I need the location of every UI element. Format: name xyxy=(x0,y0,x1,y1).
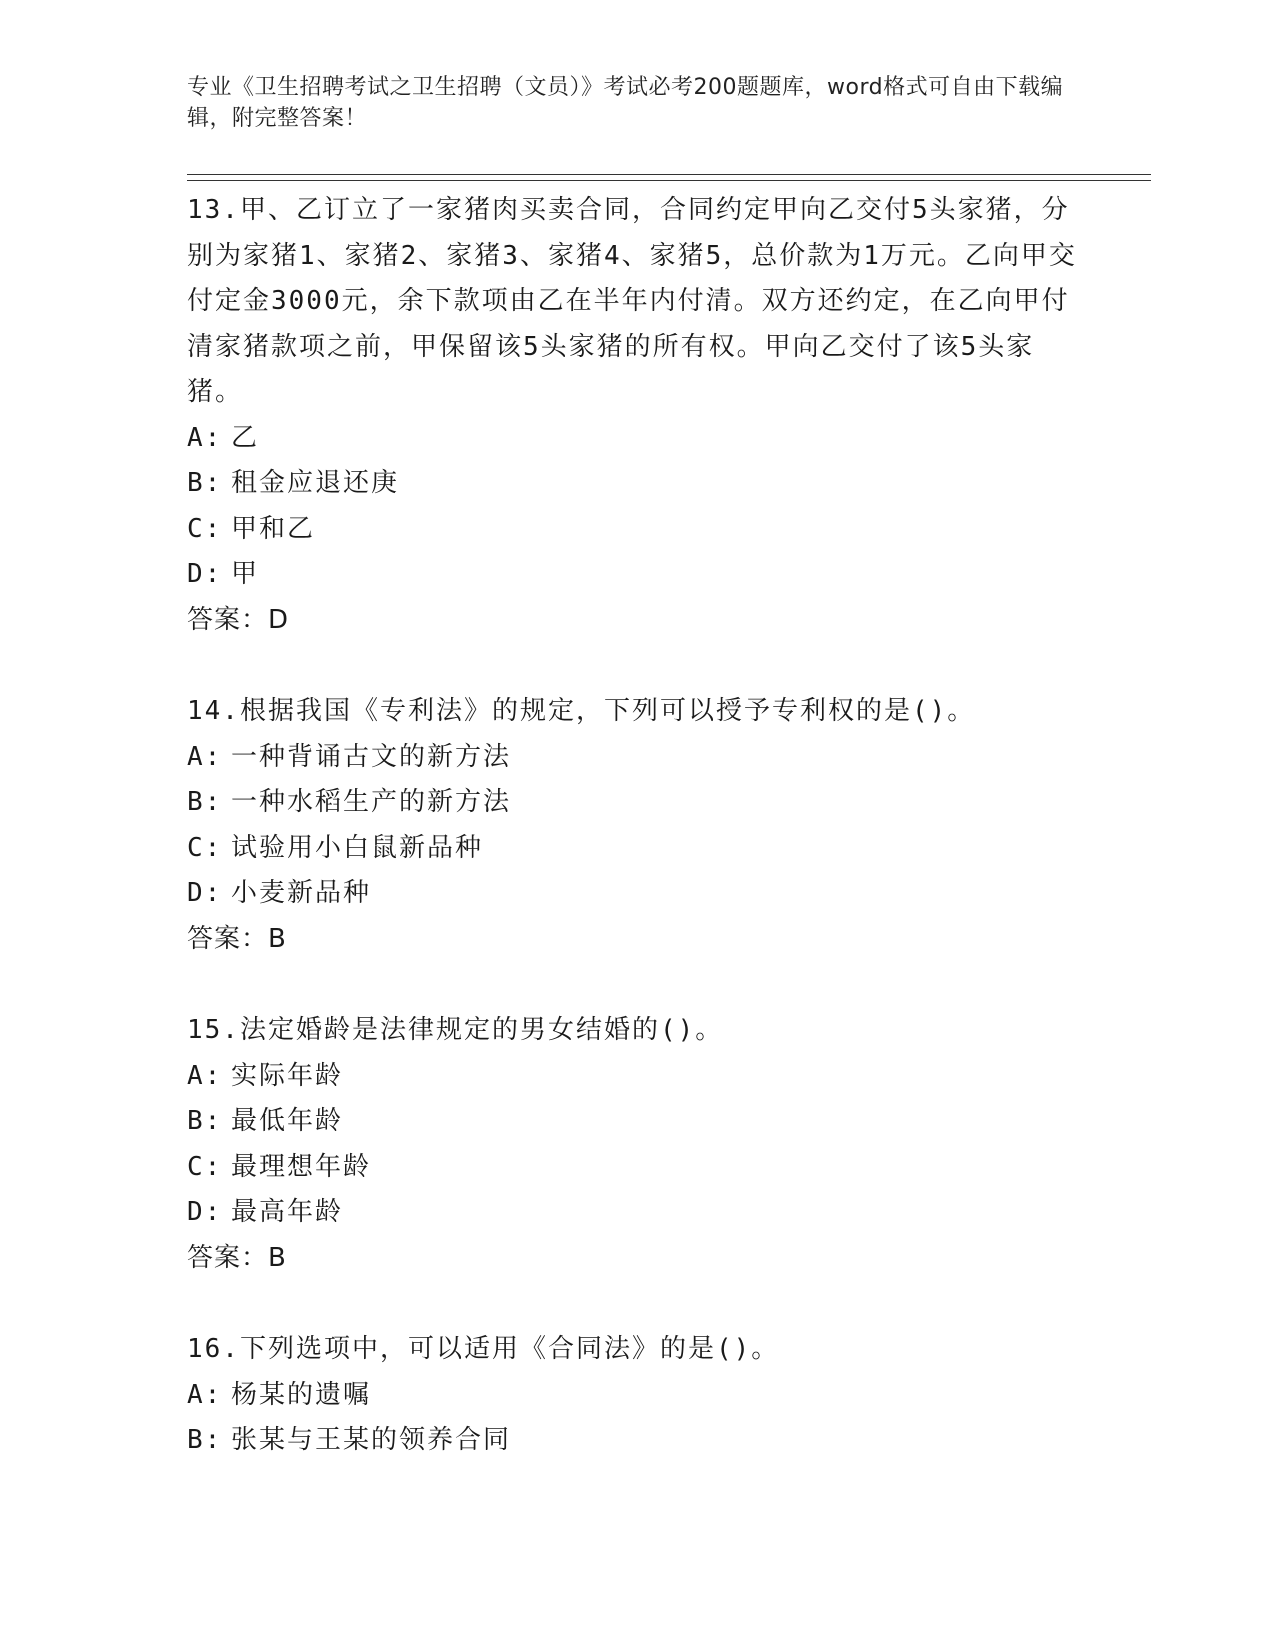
question-stem: 16.下列选项中，可以适用《合同法》的是()。 xyxy=(187,1334,780,1364)
option-a xyxy=(187,1373,1087,1419)
option-text: 最高年龄 xyxy=(231,1197,344,1227)
option-text: 甲和乙 xyxy=(231,513,316,544)
answer-line: 答案：B xyxy=(187,923,287,954)
header-divider-bottom xyxy=(187,180,1151,181)
document-header: 专业《卫生招聘考试之卫生招聘（文员）》考试必考200题题库，word格式可自由下载编辑，附完整答案！ xyxy=(187,75,1064,131)
question-15 xyxy=(187,1008,1087,1281)
question-stem: 14.根据我国《专利法》的规定，下列可以授予专利权的是()。 xyxy=(187,696,976,726)
option-text: 最低年龄 xyxy=(231,1106,344,1136)
option-text: 乙 xyxy=(231,422,260,453)
question-stem: 13.甲、乙订立了一家猪肉买卖合同，合同约定甲向乙交付5头家猪，分别为家猪1、家猪2、家猪3、家猪4、家猪5，总价款为1万元。乙向甲交付定金3000元，余下款项由乙在半年内付清。双方还约定，在乙向甲付清家猪款项之前，甲保留该5头家猪的所有权。甲向乙交付了该5头家猪。 xyxy=(187,195,1077,407)
option-key: B: xyxy=(187,1106,223,1136)
option-b xyxy=(187,1418,1087,1464)
option-key: A: xyxy=(187,422,223,453)
option-text: 一种背诵古文的新方法 xyxy=(231,741,512,772)
option-key: C: xyxy=(187,832,223,863)
question-14 xyxy=(187,689,1087,962)
option-text: 试验用小白鼠新品种 xyxy=(231,832,484,863)
option-key: A: xyxy=(187,1379,223,1410)
question-16 xyxy=(187,1327,1087,1464)
option-text: 最理想年龄 xyxy=(231,1151,372,1182)
option-text: 张某与王某的领养合同 xyxy=(231,1425,512,1455)
option-d xyxy=(187,871,1087,917)
option-text: 杨某的遗嘱 xyxy=(231,1379,372,1410)
option-text: 一种水稻生产的新方法 xyxy=(231,787,512,817)
option-text: 甲 xyxy=(231,559,260,589)
option-key: D: xyxy=(187,559,223,589)
answer-line: 答案：B xyxy=(187,1242,287,1273)
question-list xyxy=(187,188,1087,1464)
option-key: B: xyxy=(187,1425,223,1455)
question-spacer xyxy=(187,643,1087,689)
option-key: B: xyxy=(187,787,223,817)
option-key: A: xyxy=(187,741,223,772)
option-b xyxy=(187,1099,1087,1145)
option-a xyxy=(187,1054,1087,1100)
question-spacer xyxy=(187,1281,1087,1327)
option-d xyxy=(187,1190,1087,1236)
option-text: 租金应退还庚 xyxy=(231,468,400,498)
option-b xyxy=(187,461,1087,507)
option-key: C: xyxy=(187,1151,223,1182)
option-text: 小麦新品种 xyxy=(231,878,372,908)
option-b xyxy=(187,780,1087,826)
option-key: B: xyxy=(187,468,223,498)
option-text: 实际年龄 xyxy=(231,1060,344,1091)
header-divider-top xyxy=(187,174,1151,175)
option-a xyxy=(187,416,1087,462)
option-c xyxy=(187,1145,1087,1191)
answer-line: 答案：D xyxy=(187,604,290,635)
option-d xyxy=(187,552,1087,598)
option-c xyxy=(187,826,1087,872)
option-key: D: xyxy=(187,878,223,908)
option-key: C: xyxy=(187,513,223,544)
option-c xyxy=(187,507,1087,553)
question-stem: 15.法定婚龄是法律规定的男女结婚的()。 xyxy=(187,1015,724,1045)
question-13 xyxy=(187,188,1087,643)
question-spacer xyxy=(187,962,1087,1008)
option-key: A: xyxy=(187,1060,223,1091)
option-a xyxy=(187,735,1087,781)
option-key: D: xyxy=(187,1197,223,1227)
